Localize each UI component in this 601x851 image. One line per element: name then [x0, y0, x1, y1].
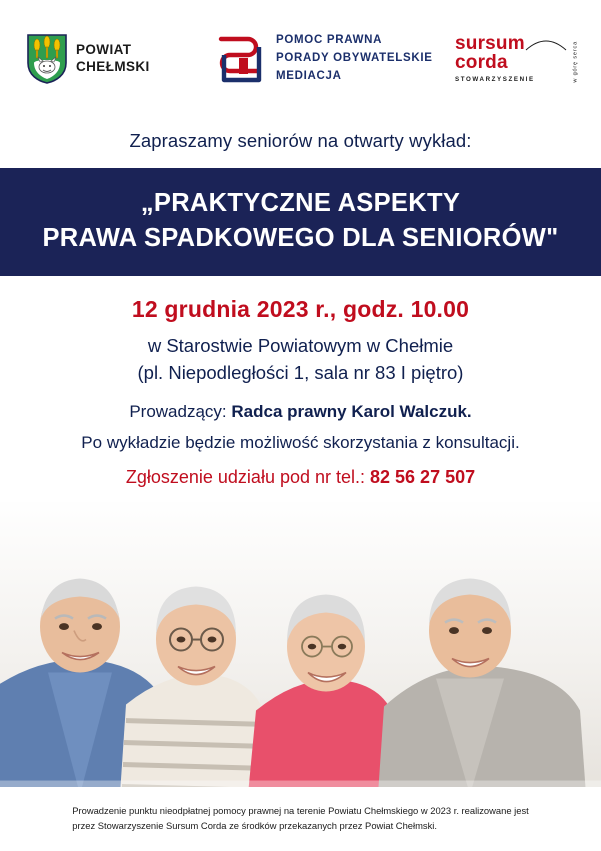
- sursum-corda-logo: [453, 32, 579, 84]
- details-block: [0, 276, 601, 494]
- title-line-1: „PRAKTYCZNE ASPEKTY: [140, 189, 461, 217]
- pomoc-prawna-logo: [196, 32, 453, 85]
- consultation-note: Po wykładzie będzie możliwość skorzystania z konsultacji.: [81, 432, 520, 452]
- title-line-2: PRAWA SPADKOWEGO DLA SENIORÓW": [42, 224, 559, 253]
- pomoc-prawna-label: [276, 32, 433, 85]
- host-name: Radca prawny Karol Walczuk.: [231, 401, 472, 421]
- coat-of-arms-icon: [26, 33, 68, 85]
- seniors-photo: [0, 502, 601, 787]
- host-prefix: Prowadzący:: [129, 401, 232, 421]
- pomoc-line3: MEDIACJA: [276, 69, 342, 82]
- arc-icon: [525, 35, 567, 51]
- event-date: 12 grudnia 2023 r., godz. 10.00: [131, 296, 470, 323]
- powiat-label-line2: CHEŁMSKI: [76, 59, 150, 74]
- signup-line: [18, 467, 583, 488]
- signup-prefix: Zgłoszenie udziału pod nr tel.:: [125, 466, 371, 487]
- sursum-subtitle: STOWARZYSZENIE: [455, 76, 535, 84]
- event-place-line2: (pl. Niepodległości 1, sala nr 83 I piętro): [137, 361, 464, 383]
- sursum-side-text: w górę serca: [573, 40, 579, 83]
- signup-phone: 82 56 27 507: [370, 466, 476, 487]
- sursum-word-1: sursum: [455, 32, 525, 54]
- event-place-line1: w Starostwie Powiatowym w Chełmie: [147, 335, 454, 357]
- event-host: [18, 402, 583, 422]
- pomoc-line2: PORADY OBYWATELSKIE: [276, 52, 433, 65]
- invite-line: Zapraszamy seniorów na otwarty wykład:: [129, 130, 472, 151]
- powiat-label-line1: POWIAT: [76, 42, 132, 58]
- powiat-label: [76, 42, 150, 76]
- legal-aid-icon: [218, 33, 265, 85]
- pomoc-line1: POMOC PRAWNA: [276, 34, 383, 47]
- footer-line-1: Prowadzenie punktu nieodpłatnej pomocy prawnej na terenie Powiatu Chełmskiego w 2023 r. realizowane jest: [72, 805, 529, 817]
- footer-line-2: przez Stowarzyszenie Sursum Corda ze środków przekazanych przez Powiat Chełmski.: [72, 820, 437, 831]
- powiat-chelmski-logo: [26, 33, 196, 85]
- sursum-word-2: corda: [455, 51, 508, 73]
- title-banner: [0, 168, 601, 276]
- logo-bar: [0, 0, 601, 118]
- footer-note: [0, 787, 601, 851]
